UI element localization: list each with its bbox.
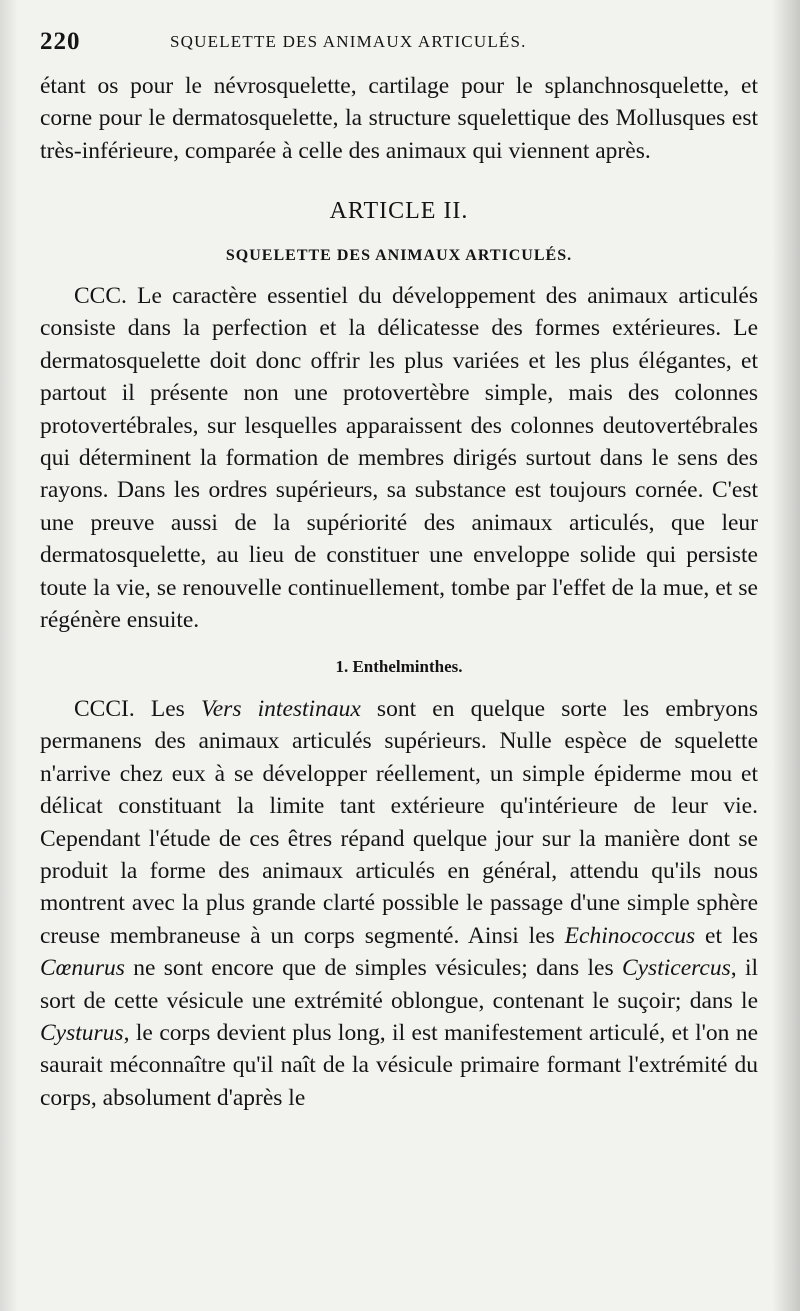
section-heading-enthelminthes: 1. Enthelminthes. <box>335 656 463 676</box>
term-coenurus: Cœnurus <box>40 955 125 982</box>
ccci-lead: CCCI. Les <box>74 695 201 722</box>
ccci-text-1: sont en quelque sorte les embryons permanens des animaux articulés supérieurs. Nulle espèce de squelette n'arrive chez eux à se développer réellement, un simple épiderme mou et délicat constituant la limite tant extérieure qu'intérieure de leur vie. Cependant l'étude de ces êtres répand quelque jour sur la manière dont se produit la forme des animaux articulés en général, attendu qu'ils nous montrent avec la plus grande clarté possible le passage d'une simple sphère creuse membraneuse à un corps segmenté. Ainsi les <box>40 695 758 949</box>
page-number: 220 <box>40 28 81 55</box>
paragraph-ccc: CCC. Le caractère essentiel du développement des animaux articulés consiste dans la perfection et la délicatesse des formes extérieures. Le dermatosquelette doit donc offrir les plus variées et les plus élégantes, et partout il présente non une protovertèbre simple, mais des colonnes protovertébrales, sur lesquelles apparaissent des colonnes deutovertébrales qui déterminent la formation de membres dirigés surtout dans le sens des rayons. Dans les ordres supérieurs, sa substance est toujours cornée. C'est une preuve aussi de la supériorité des animaux articulés, que leur dermatosquelette, au lieu de constituer une enveloppe solide qui persiste toute la vie, se renouvelle continuellement, tombe par l'effet de la mue, et se régénère ensuite. <box>40 283 758 634</box>
term-echinococcus: Echinococcus <box>564 922 696 949</box>
ccci-text-3: ne sont encore que de simples vésicules; dans les <box>124 955 622 982</box>
article-title: SQUELETTE DES ANIMAUX ARTICULÉS. <box>225 246 573 264</box>
term-cysticercus: Cysticercus <box>621 955 731 982</box>
continuation-paragraph: étant os pour le névrosquelette, cartilage pour le splanchnosquelette, et corne pour le dermatosquelette, la structure squelettique des Mollusques est très-inférieure, comparée à celle des animaux qui viennent après. <box>40 73 758 164</box>
page-body <box>40 70 758 1114</box>
ccci-text-2: et les <box>695 922 758 949</box>
term-vers-intestinaux: Vers intestinaux <box>201 695 361 722</box>
paragraph-ccci <box>40 693 758 1114</box>
page-header <box>40 28 758 58</box>
running-title: SQUELETTE DES ANIMAUX ARTICULÉS. <box>170 32 527 51</box>
ccci-text-4: , il sort de cette vésicule une extrémité oblongue, contenant le suçoir; dans le <box>40 955 758 1014</box>
article-heading: ARTICLE II. <box>329 198 469 225</box>
term-cysturus: Cysturus <box>40 1019 124 1046</box>
ccci-text-5: , le corps devient plus long, il est manifestement articulé, et l'on ne saurait méconnaître qu'il naît de la vésicule primaire formant l'extrémité du corps, absolument d'après le <box>40 1019 758 1111</box>
